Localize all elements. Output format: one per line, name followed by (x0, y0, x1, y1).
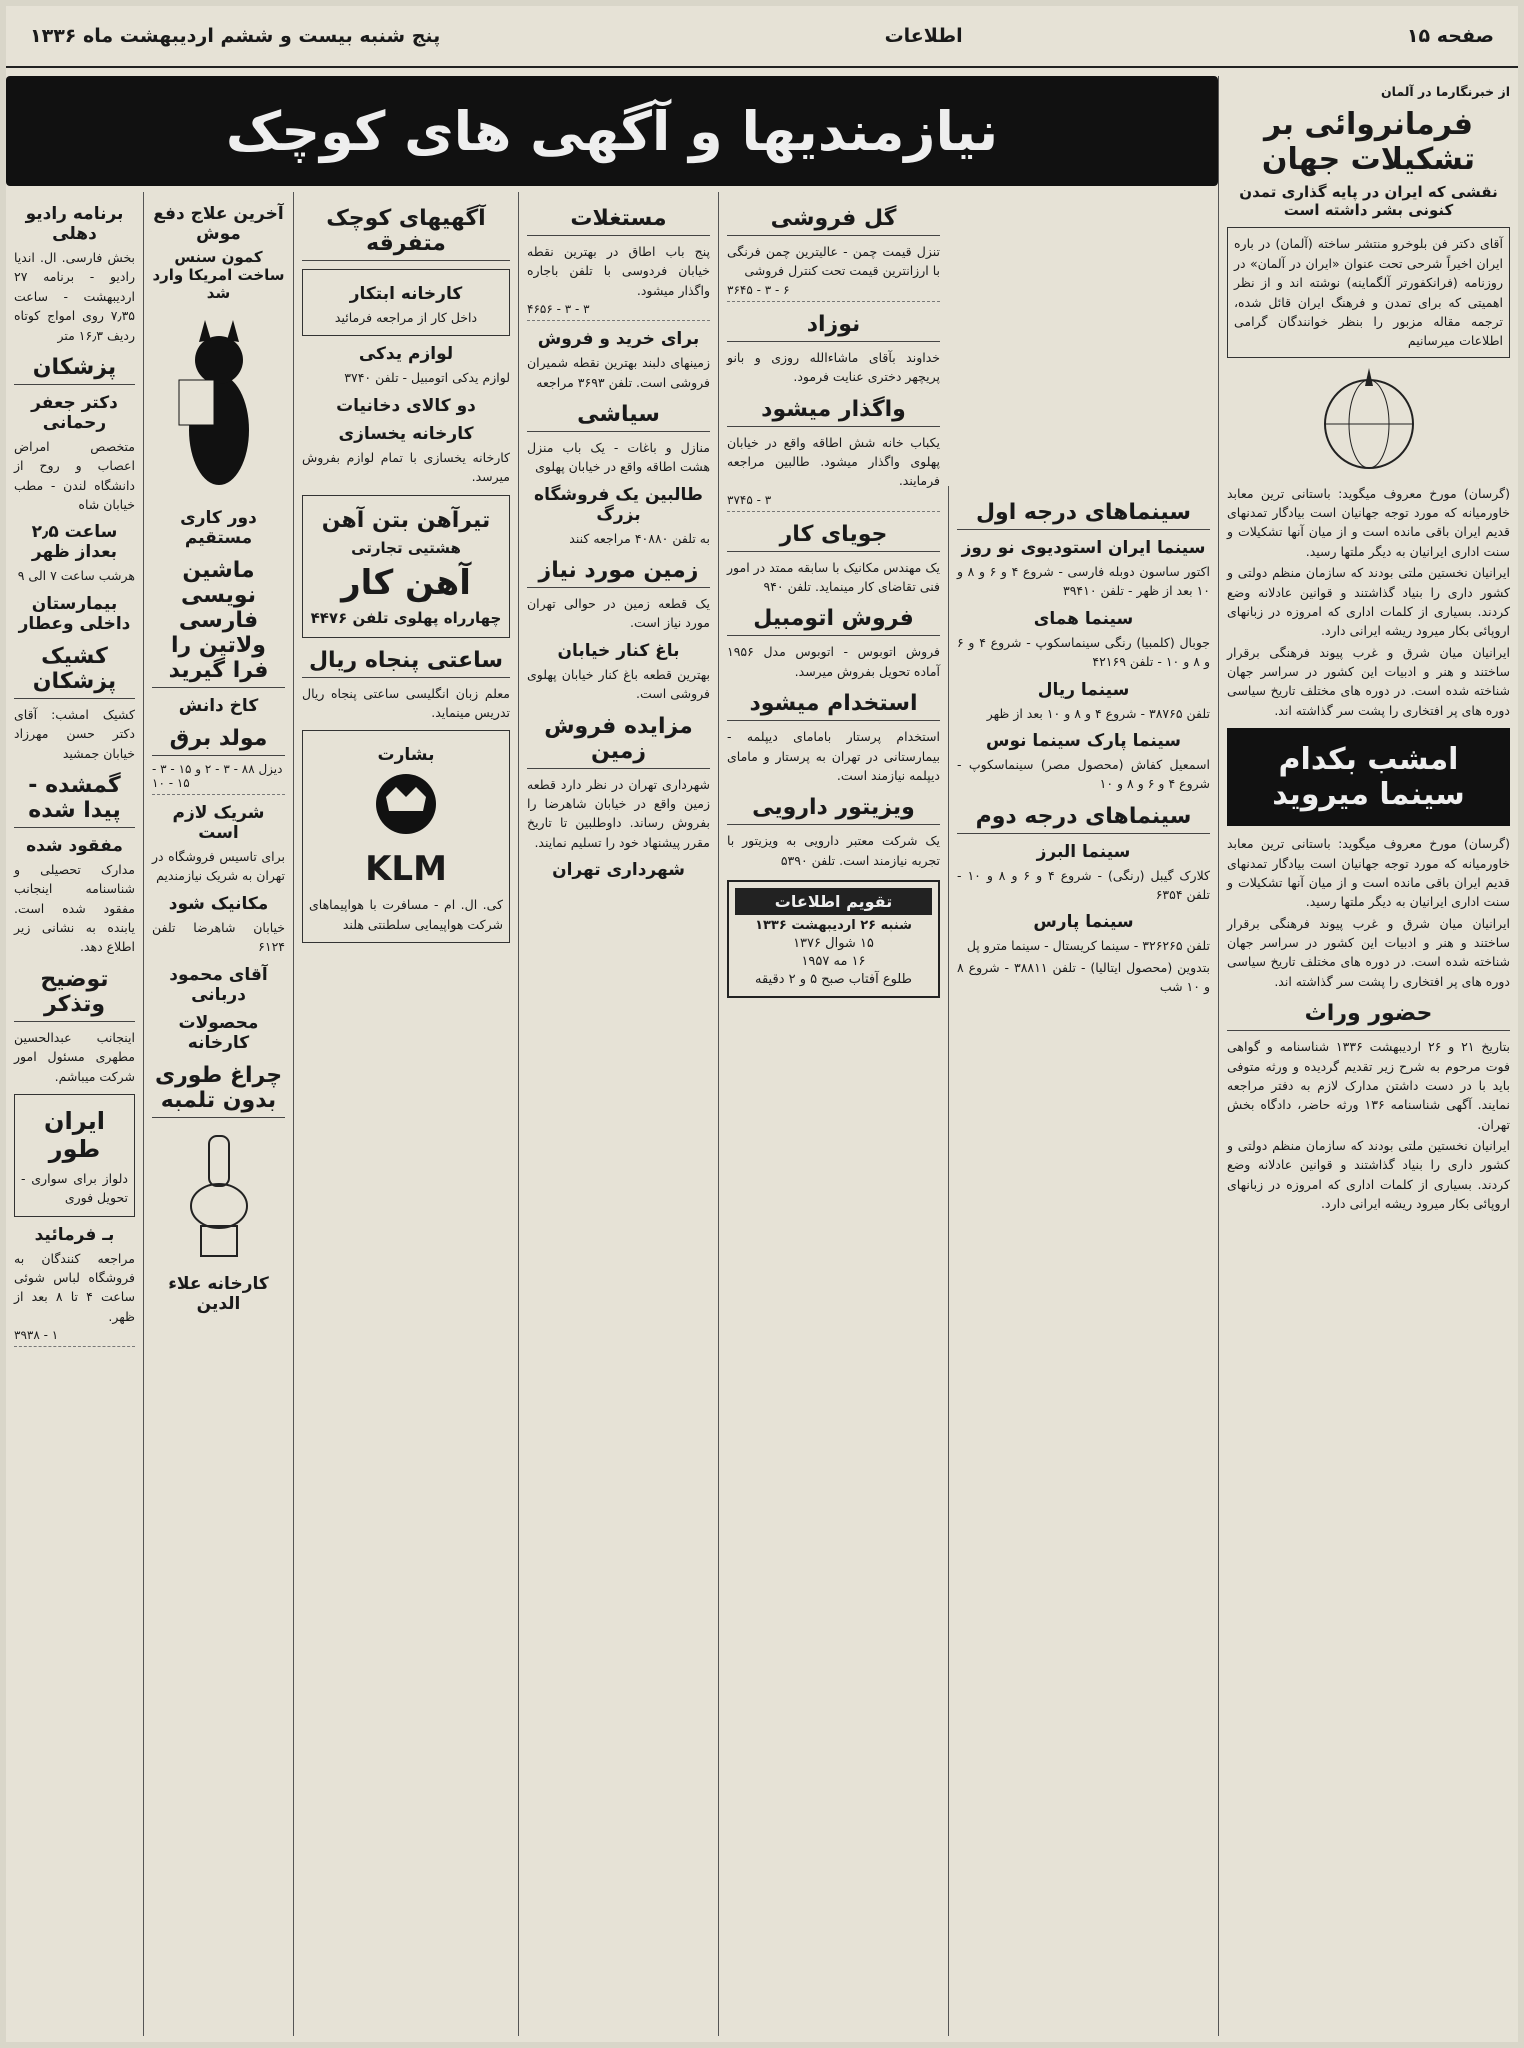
cinema-heading: سینماهای درجه اول (957, 500, 1210, 530)
ad-text: یک قطعه زمین در حوالی تهران مورد نیاز است. (527, 596, 710, 631)
iran-tour-ad (14, 1094, 135, 1217)
ad-heading: برای خرید و فروش (537, 329, 700, 350)
section-heading: استخدام میشود (727, 691, 940, 721)
ad-heading: کارخانه علاء الدین (168, 1273, 269, 1314)
ad-heading: بشارت (377, 745, 435, 766)
ad-heading: آقای محمود دربانی (169, 964, 268, 1005)
ad-phone: ۴۶۵۶ - ۳ - ۳ (527, 302, 710, 321)
section-heading: مزایده فروش زمین (527, 714, 710, 769)
section-heading: نوزاد (727, 312, 940, 342)
ad-text: منازل و باغات - یک باب منزل هشت اطاقه واقع در خیابان پهلوی (527, 439, 710, 475)
calendar-title: تقویم اطلاعات (735, 888, 932, 915)
ad-heading: لوازم یدکی (358, 344, 454, 365)
ad-phone: چهارراه پهلوی تلفن ۴۴۷۶ (310, 608, 502, 627)
cinema-text: اکتور ساسون دوبله فارسی - شروع ۴ و ۶ و ۸ و ۱۰ بعد از ظهر - تلفن ۳۹۴۱۰ (957, 564, 1211, 599)
ad-text: به تلفن ۴۰۸۸۰ مراجعه کنند (569, 530, 710, 546)
classifieds-column-b (518, 192, 718, 2036)
ad-heading: ساعت ۲٫۵ بعداز ظهر (31, 522, 118, 563)
ad-text: خیابان شاهرضا تلفن ۶۱۲۴ (152, 919, 285, 955)
cinema-item (957, 680, 1210, 723)
article-intro: آقای دکتر فن بلوخرو منتشر ساخته (آلمان) در باره ایران اخیراً شرحی تحت عنوان «ایران در آلمان» در روزنامه (فرانکفورتر آلگماینه) نوشته اند و از نظر اهمیتی که برای تمدن و فرهنگ ایران قائل شده، ترجمه مقاله مزبور را بنظر خوانندگان گرامی اطلاعات میرسانیم (1227, 227, 1510, 357)
classifieds-column-e (143, 192, 293, 2036)
ad-text: داخل کار از مراجعه فرمائید (334, 310, 478, 325)
calendar-row: ۱۵ شوال ۱۳۷۶ (793, 936, 874, 951)
cinema-item (957, 731, 1210, 794)
cinema-text: جوبال (کلمبیا) رنگی سینماسکوپ - شروع ۴ و ۶ و ۸ و ۱۰ - تلفن ۴۲۱۶۹ (957, 634, 1211, 670)
ad-heading: آهن کار (341, 562, 471, 603)
article-paragraph: (گرسان) مورخ معروف میگوید: باستانی ترین معابد خاورمیانه که مورد توجه جهانیان است بیادگار تمدنهای قدیم ایران باقی مانده است و از میان آنها تشکیلات و سنت اداری ایرانیان به دیگر ملتها رسید. (1227, 485, 1510, 559)
ad-text: لوازم یدکی اتومبیل - تلفن ۳۷۴۰ (344, 370, 510, 386)
ad-heading: کارخانه یخسازی (338, 423, 474, 444)
ad-phone: ۳۶۴۵ - ۳ - ۶ (727, 283, 940, 302)
ad-text: هشتیی تجارتی (351, 538, 461, 557)
ad-text: پنج باب اطاق در بهترین نقطه خیابان فردوسی با تلفن باجاره واگذار میشود. (527, 244, 710, 298)
classifieds-column-c (293, 192, 518, 2036)
cinema-name: سینما پارک سینما نوس (986, 730, 1181, 751)
klm-ad (302, 730, 510, 943)
cinema-text: تلفن ۳۲۶۲۶۵ - سینما کریستال - سینما مترو پل (966, 938, 1210, 954)
globe-illustration (1309, 366, 1429, 476)
ad-heading: کاخ دانش (178, 696, 259, 716)
ad-heading: محصولات کارخانه (178, 1012, 259, 1053)
cinema-listings-column (948, 486, 1218, 2036)
cinema-name: سینما البرز (1036, 841, 1131, 862)
section-heading: فروش اتومبیل (727, 606, 940, 636)
section-heading: چراغ طوری بدون تلمبه (152, 1063, 285, 1118)
ad-text: هرشب ساعت ۷ الی ۹ (17, 568, 135, 584)
cinema-footer: بتدوین (محصول ایتالیا) - تلفن ۳۸۸۱۱ - شروع ۸ و ۱۰ شب (957, 959, 1210, 995)
cinema-name: سینما ریال (1037, 679, 1130, 700)
section-heading: مستغلات (527, 206, 710, 236)
cat-illustration (159, 310, 279, 500)
ad-text: دیزل ۸۸ - ۳ - ۲ و ۱۵ - ۳ - ۱۵ - ۱۰ (152, 762, 285, 795)
calendar-box (727, 880, 940, 998)
ad-text: متخصص امراض اعصاب و روح از دانشگاه لندن - مطب خیابان شاه (14, 438, 135, 512)
ad-text: برای تاسیس فروشگاه در تهران به شریک نیازمندیم (152, 849, 285, 884)
ad-text: دلواز برای سواری - تحویل فوری (21, 1170, 128, 1206)
ad-text: اینجانب عبدالحسین مطهری مسئول امور شرکت میباشم. (14, 1029, 135, 1084)
section-heading: ویزیتور دارویی (727, 795, 940, 825)
article-title: فرمانروائی بر تشکیلات جهان (1261, 107, 1476, 178)
section-heading: پزشکان (14, 355, 135, 385)
section-heading: سیاشی (527, 402, 710, 432)
calendar-row: ۱۶ مه ۱۹۵۷ (801, 954, 866, 969)
ad-text: کارخانه یخسازی با تمام لوازم بفروش میرسد. (302, 449, 510, 485)
ad-text: بخش فارسی. ال. انديا راديو - برنامه ۲۷ اردیبهشت - ساعت ۷٫۳۵ روی امواج کوتاه ردیف ۱۶٫۳ متر (14, 250, 135, 343)
newspaper-page (6, 6, 1518, 2042)
cinema-name: سینما همای (1033, 608, 1134, 629)
article-subtitle: نقشی که ایران در پایه گذاری تمدن کنونی بشر داشته است (1239, 183, 1498, 220)
ad-text: بهترین قطعه باغ کنار خیابان پهلوی فروشی است. (527, 666, 710, 702)
ad-text: کمون سنس ساخت امریکا وارد شد (152, 248, 285, 302)
ad-text: زمینهای دلبند بهترین نقطه شمیران فروشی است. تلفن ۳۶۹۳ مراجعه (527, 355, 710, 390)
section-heading: زمین مورد نیاز (527, 558, 710, 588)
classifieds-column-f (6, 192, 143, 2036)
lamp-illustration (179, 1126, 259, 1266)
ad-text: شهرداری تهران در نظر دارد قطعه زمین واقع در خیابان شاهرضا را بفروش رساند. داوطلبین تا تاریخ مقرر پیشنهاد خود را تسلیم نمایند. (527, 776, 710, 850)
classifieds-column-a (718, 192, 948, 2036)
section-heading: توضیح وتذکر (14, 967, 135, 1022)
cinema-heading: سینماهای درجه دوم (957, 804, 1210, 834)
crown-logo-icon (351, 769, 461, 839)
section-heading: جویای کار (727, 522, 940, 552)
article-paragraph: ایرانیان میان شرق و غرب پیوند فرهنگی برقرار ساختند و هنر و ادبیات این کشور در سراسر جهان شناخته شده است. در دوره های مختلف تاریخ سیاسی دوره های پر افتخاری را پشت سر گذاشته اند. (1227, 644, 1510, 718)
feature-article-column (1218, 76, 1518, 2036)
factory-ad (302, 269, 510, 336)
ad-heading: دکتر جعفر رحمانی (31, 392, 118, 433)
article-paragraph: ایرانیان نخستین ملتی بودند که سازمان منظم دولتی و کشور داری را بنیاد گذاشتند و قوانین عادلانه وضع کردند. بسیاری از کلمات اداری که امروزه در زبانهای اروپائی بکار میرود ریشه ایرانی دارد. (1227, 565, 1510, 639)
section-heading: آگهیهای کوچک متفرقه (302, 206, 510, 261)
cinema-item (957, 842, 1210, 905)
ad-text: یک مهندس مکانیک با سابقه ممتد در امور فنی تقاضای کار مینماید. تلفن ۹۴۰ (727, 559, 940, 594)
ad-heading: آخرین علاج دفع موش (153, 204, 284, 244)
ad-heading: شریک لازم است (172, 803, 265, 843)
ad-signature: شهرداری تهران (552, 860, 685, 880)
ad-text: تنزل قیمت چمن - عالیترین چمن فرنگی با ارزانترین قیمت تحت کنترل فروشی (727, 244, 940, 279)
notice-paragraph: ایرانیان نخستین ملتی بودند که سازمان منظم دولتی و کشور داری را بنیاد گذاشتند و قوانین عادلانه وضع کردند. بسیاری از کلمات اداری که امروزه در زبانهای اروپائی بکار میرود ریشه ایرانی دارد. (1227, 1138, 1510, 1212)
ad-heading: تیرآهن بتن آهن (321, 507, 491, 533)
ad-heading: مفقود شده (26, 835, 123, 856)
section-heading: ماشین نویسی فارسی ولاتین را فرا گیرید (152, 558, 285, 688)
ad-text: فروش اتوبوس - اتوبوس مدل ۱۹۵۶ آماده تحویل بفروش میرسد. (727, 644, 940, 679)
article-paragraph: (گرسان) مورخ معروف میگوید: باستانی ترین معابد خاورمیانه که مورد توجه جهانیان است بیادگار تمدنهای قدیم ایران باقی مانده است و از میان آنها تشکیلات و سنت اداری ایرانیان به دیگر ملتها رسید. (1227, 836, 1510, 910)
ad-heading: باغ کنار خیابان (557, 640, 680, 661)
cinema-item (957, 912, 1210, 955)
cinema-item (957, 538, 1210, 601)
section-heading: ساعتی پنجاه ریال (302, 648, 510, 678)
notice-paragraph: بتاریخ ۲۱ و ۲۶ اردیبهشت ۱۳۳۶ شناسنامه و گواهی فوت مرحوم به شرح زیر تقدیم گردیده و ورثه متوفی باید با در دست داشتن مدارک لازم به دفتر مراجعه نمایند. آگهی شناسنامه ۱۳۶ ورثه حاضر، دادگاه بخش تهران. (1227, 1039, 1511, 1132)
page-header (6, 6, 1518, 68)
cinema-text: تلفن ۳۸۷۶۵ - شروع ۴ و ۸ و ۱۰ بعد از ظهر (986, 705, 1210, 721)
ad-heading: دور کاری مستقیم (180, 508, 257, 548)
section-heading: واگذار میشود (727, 397, 940, 427)
section-heading: کشیک پزشکان (14, 644, 135, 699)
ad-text: معلم زبان انگلیسی ساعتی پنجاه ریال تدریس مینماید. (302, 685, 510, 720)
section-heading: گل فروشی (727, 206, 940, 236)
ad-heading: طالبین یک فروشگاه بزرگ (534, 484, 703, 525)
article-paragraph: ایرانیان میان شرق و غرب پیوند فرهنگی برقرار ساختند و هنر و ادبیات این کشور در سراسر جهان شناخته شده است. در دوره های مختلف تاریخ سیاسی دوره های پر افتخاری را پشت سر گذاشته اند. (1227, 915, 1510, 989)
ad-heading: دو کالای دخانیات (336, 395, 476, 416)
paper-name: اطلاعات (884, 25, 963, 47)
ad-text: مدارک تحصیلی و شناسنامه اینجانب مفقود شده است. یابنده به نشانی زیر اطلاع دهد. (14, 861, 135, 955)
section-heading: حضور وراث (1227, 1001, 1510, 1031)
cinema-item (957, 609, 1210, 672)
calendar-row: طلوع آفتاب صبح ۵ و ۲ دقیقه (755, 972, 912, 987)
cinema-name: سینما پارس (1033, 912, 1134, 933)
ad-heading: مکانیک شود (168, 893, 269, 914)
klm-logo: KLM (365, 849, 447, 890)
ad-phone: ۳۷۴۵ - ۳ (727, 493, 940, 512)
ad-text: استخدام پرستار بامامای دیپلمه - بیمارستانی در تهران به پرستار و مامای دیپلمه نیازمند است. (727, 729, 940, 783)
ad-text: خداوند بآقای ماشاءالله روزی و بانو پریچهر دختری عنایت فرمود. (727, 349, 940, 385)
issue-date: پنج شنبه بیست و ششم اردیبهشت ماه ۱۳۳۶ (30, 25, 441, 47)
ad-phone: ۳۹۳۸ - ۱ (14, 1328, 135, 1347)
section-heading: مولد برق (152, 726, 285, 756)
ad-text: یک شرکت معتبر دارویی به ویزیتور با تجربه نیازمند است. تلفن ۵۳۹۰ (727, 833, 940, 868)
ad-text: یکباب خانه شش اطاقه واقع در خیابان پهلوی واگذار میشود. طالبین مراجعه فرمایند. (727, 434, 940, 489)
kicker: از خبرنگارما در آلمان (1380, 84, 1510, 99)
cinema-text: اسمعیل کفاش (محصول مصر) سینماسکوپ - شروع ۴ و ۶ و ۸ و ۱۰ (957, 756, 1210, 792)
cinema-text: کلارک گیبل (رنگی) - شروع ۴ و ۶ و ۸ و ۱۰ - تلفن ۶۳۵۴ (957, 867, 1210, 902)
ad-heading: کارخانه ابتکار (349, 284, 463, 304)
section-heading: گمشده - پیدا شده (14, 773, 135, 828)
iron-ad (302, 495, 510, 638)
ad-text: کشیک امشب: آقای دکتر حسن مهرزاد خیابان جمشید (14, 706, 135, 761)
page-number: صفحه ۱۵ (1406, 25, 1494, 47)
ad-heading: برنامه رادیو دهلی (25, 204, 124, 244)
ad-heading: بیمارستان داخلی وعطار (18, 593, 131, 634)
cinema-banner: امشب بکدام سینما میروید (1227, 728, 1510, 826)
ad-text: کی. ال. ام - مسافرت با هواپیماهای شرکت هواپیمایی سلطنتی هلند (309, 897, 503, 932)
ad-heading: بـ فرمائید (34, 1224, 115, 1245)
classifieds-banner: نیازمندیها و آگهی های کوچک (6, 76, 1218, 186)
ad-text: مراجعه کنندگان به فروشگاه لباس شوئی ساعت ۴ تا ۸ بعد از ظهر. (14, 1250, 136, 1324)
ad-heading: ایران طور (44, 1106, 105, 1163)
cinema-name: سینما ایران استودیوی نو روز (961, 538, 1206, 558)
calendar-date: شنبه ۲۶ اردیبهشت ۱۳۳۶ (755, 918, 912, 933)
